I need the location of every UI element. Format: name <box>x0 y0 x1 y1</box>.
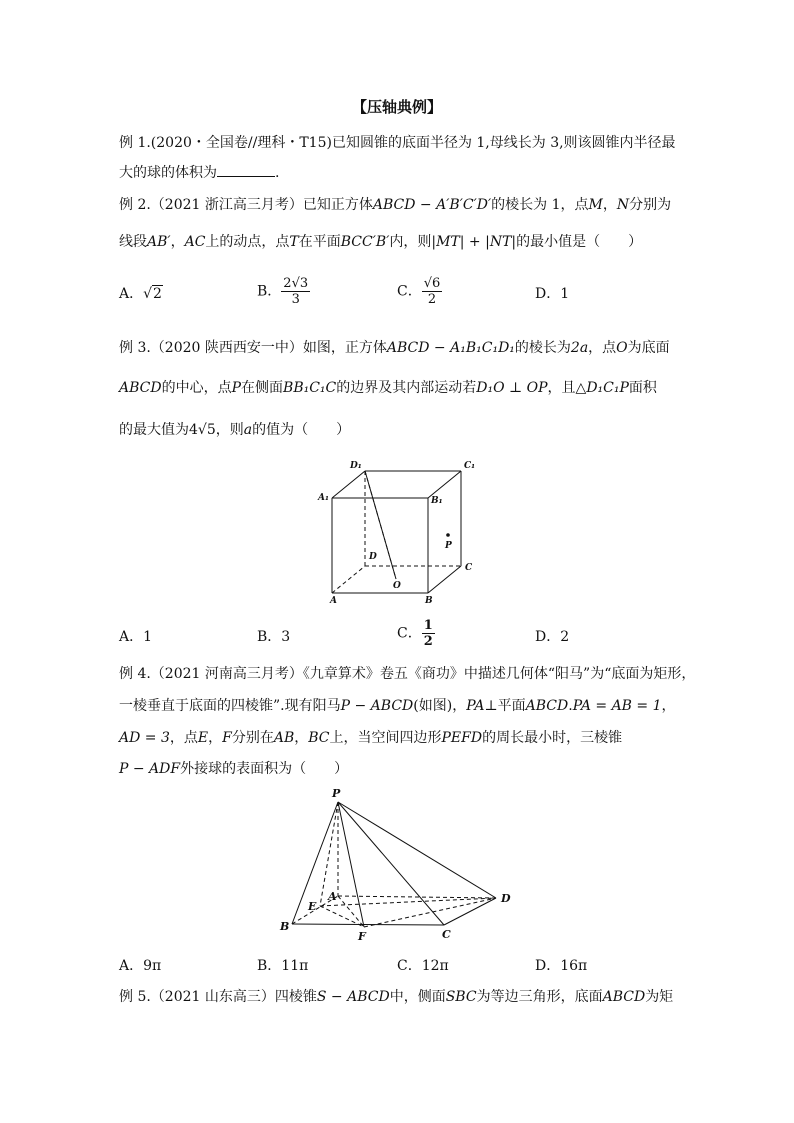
ex5-head: 例 5.（2021 山东高三）四棱锥 <box>119 989 317 1005</box>
ex3-text: 在侧面 <box>241 380 284 396</box>
point-p <box>446 533 450 537</box>
ex3-option-d[interactable] <box>535 628 569 646</box>
option-value: 1 <box>560 286 570 302</box>
denominator: 3 <box>291 292 300 307</box>
label-b: B <box>280 920 290 933</box>
ex2-text: 在平面 <box>298 234 341 250</box>
option-value: 3 <box>281 629 291 645</box>
ex2-text: ， <box>170 234 185 250</box>
label-d: D <box>501 892 511 905</box>
ex4-text: ， <box>661 698 676 714</box>
edge-pf <box>338 802 364 927</box>
ex4-line3 <box>119 729 622 747</box>
ex4-option-c[interactable] <box>397 957 449 975</box>
hidden-ed <box>320 898 496 906</box>
ex3-max: 4√5 <box>189 422 216 438</box>
option-letter: D． <box>535 286 561 302</box>
ex4-ad: AD = 3 <box>119 730 170 746</box>
denominator: 2 <box>427 292 437 307</box>
option-letter: D． <box>535 629 561 645</box>
ex4-text: ，点 <box>169 730 198 746</box>
ex3-line2 <box>119 379 657 397</box>
label-c: C <box>442 928 451 941</box>
edge-pc <box>338 802 444 925</box>
ex4-text: 外接球的表面积为（ ） <box>180 761 349 777</box>
ex3-text: ，且△ <box>547 380 587 396</box>
option-letter: B． <box>257 958 282 974</box>
option-value: 2 <box>153 286 162 302</box>
fraction <box>422 618 435 649</box>
edge-cd <box>444 898 496 925</box>
ex4-text: 上，当空间四边形 <box>329 730 442 746</box>
ex4-base: ABCD <box>525 698 569 714</box>
ex3-text: ，则 <box>215 422 244 438</box>
label-p: P <box>445 541 452 551</box>
hidden-af <box>338 896 364 927</box>
option-letter: C． <box>397 625 422 642</box>
ex4-quad: PEFD <box>441 730 483 746</box>
ex4-text: . <box>568 698 573 714</box>
ex2-head: 例 2.（2021 浙江高三月考）已知正方体 <box>119 197 373 213</box>
ex4-eq: PA = AB = 1 <box>572 698 662 714</box>
ex2-text: 的最小值是（ ） <box>516 234 643 250</box>
ex1-line2: 大的球的体积为 . <box>119 165 280 181</box>
label-a: A <box>330 596 337 606</box>
ex4-option-a[interactable] <box>119 957 161 975</box>
option-letter: A． <box>119 958 144 974</box>
option-value: 9π <box>143 958 162 974</box>
option-letter: B． <box>257 283 282 300</box>
ex2-option-d[interactable] <box>535 285 569 303</box>
edge-bc <box>292 924 444 925</box>
label-c: C <box>465 563 473 573</box>
numerator: 2√3 <box>283 276 309 291</box>
option-value: 2 <box>560 629 570 645</box>
ex2-ab: AB′ <box>147 234 171 250</box>
option-letter: C． <box>397 958 422 974</box>
ex3-len: 2a <box>570 340 589 356</box>
ex4-f: F <box>222 730 232 746</box>
ex2-t: T <box>289 234 299 250</box>
option-letter: B． <box>257 629 282 645</box>
ex4-text: (如图)， <box>413 698 467 714</box>
hidden-ad <box>338 896 496 898</box>
ex3-option-b[interactable] <box>257 628 290 646</box>
ex3-head: 例 3.（2020 陕西西安一中）如图，正方体 <box>119 340 387 356</box>
label-p: P <box>332 787 341 800</box>
ex5-text: 为等边三角形，底面 <box>476 989 603 1005</box>
ex2-cube: ABCD − A′B′C′D′ <box>372 197 492 213</box>
ex4-option-b[interactable] <box>257 957 308 975</box>
ex3-p: P <box>231 380 242 396</box>
option-letter: A． <box>119 286 144 302</box>
ex2-text: 内，则 <box>389 234 432 250</box>
ex5-base: ABCD <box>602 989 646 1005</box>
ex2-expr: |MT| + |NT| <box>431 234 517 250</box>
ex2-option-b[interactable] <box>257 276 310 307</box>
ex3-line1 <box>119 339 670 357</box>
page-title: 【压轴典例】 <box>351 98 442 116</box>
option-value: 12π <box>421 958 449 974</box>
ex5-text: 为矩 <box>645 989 674 1005</box>
ex4-text: ， <box>294 730 309 746</box>
cube-figure <box>310 455 490 610</box>
ex2-option-a[interactable]: A．√2 <box>119 286 162 302</box>
option-letter: C． <box>397 283 422 300</box>
ex3-abcd: ABCD <box>119 380 162 396</box>
option-value: 11π <box>281 958 309 974</box>
option-letter: D． <box>535 958 561 974</box>
numerator: 1 <box>423 618 433 633</box>
ex2-option-c[interactable] <box>397 276 442 307</box>
ex2-line2 <box>119 233 642 251</box>
ex4-text: 分别在 <box>231 730 274 746</box>
ex2-text: 的棱长为 1，点 <box>491 197 589 213</box>
ex3-face: BB₁C₁C <box>283 380 337 396</box>
label-a1: A₁ <box>318 493 329 503</box>
ex4-text: ⊥平面 <box>484 698 526 714</box>
ex3-a: a <box>243 422 253 438</box>
ex3-tri: D₁C₁P <box>586 380 629 396</box>
label-b: B <box>425 596 433 606</box>
ex2-line1 <box>119 196 671 214</box>
option-value: 16π <box>560 958 588 974</box>
label-f: F <box>358 930 366 943</box>
fraction <box>281 276 310 307</box>
pyramid-figure <box>270 782 530 947</box>
option-value: 1 <box>143 629 153 645</box>
ex4-tetra: P − ADF <box>119 761 181 777</box>
ex4-e: E <box>197 730 209 746</box>
ex2-plane: BCC′B′ <box>340 234 390 250</box>
ex3-text: 的棱长为 <box>514 340 571 356</box>
ex5-line1 <box>119 988 673 1006</box>
ex4-line1: 例 4.（2021 河南高三月考）《九章算术》卷五《商功》中描述几何体“阳马”为“底面为矩形， <box>119 666 696 682</box>
edge <box>428 471 461 498</box>
ex2-ac: AC <box>184 234 206 250</box>
label-d: D <box>369 552 377 562</box>
label-b1: B₁ <box>431 496 443 506</box>
ex2-text: 上的动点，点 <box>205 234 290 250</box>
label-d1: D₁ <box>350 461 362 471</box>
ex3-text: 的最大值为 <box>119 422 189 438</box>
option-letter: A． <box>119 629 144 645</box>
ex3-text: 面积 <box>628 380 657 396</box>
ex3-option-a[interactable] <box>119 628 152 646</box>
hidden-edge <box>332 566 365 593</box>
ex4-text: 的周长最小时，三棱锥 <box>482 730 623 746</box>
ex3-text: 为底面 <box>627 340 670 356</box>
ex5-pyr: S − ABCD <box>316 989 390 1005</box>
ex2-comma: ， <box>602 197 617 213</box>
denominator: 2 <box>423 634 433 649</box>
edge <box>428 566 461 593</box>
ex3-text: 的边界及其内部运动若 <box>336 380 477 396</box>
segment-d1o <box>365 471 396 579</box>
ex3-option-c[interactable] <box>397 618 435 649</box>
ex3-text: ，点 <box>588 340 617 356</box>
ex4-ab: AB <box>273 730 295 746</box>
ex4-text: 一棱垂直于底面的四棱锥”.现有阳马 <box>119 698 341 714</box>
numerator: √6 <box>423 276 441 291</box>
ex2-m: M <box>588 197 603 213</box>
ex4-text: ， <box>208 730 223 746</box>
ex2-text: 线段 <box>119 234 147 250</box>
ex4-pa: PA <box>466 698 485 714</box>
label-c1: C₁ <box>464 461 476 471</box>
ex4-option-d[interactable] <box>535 957 587 975</box>
ex1-text: 大的球的体积为 <box>119 165 217 181</box>
ex2-n: N <box>616 197 630 213</box>
label-o: O <box>393 581 401 591</box>
ex4-bc: BC <box>308 730 330 746</box>
ex5-text: 中，侧面 <box>389 989 446 1005</box>
hidden-fd <box>364 898 496 927</box>
ex4-pyr: P − ABCD <box>340 698 414 714</box>
label-e: E <box>308 900 317 913</box>
ex3-o: O <box>616 340 628 356</box>
ex3-text: 的值为（ ） <box>252 422 351 438</box>
ex5-sbc: SBC <box>445 989 477 1005</box>
ex4-line4 <box>119 760 348 778</box>
label-a: A <box>328 890 337 903</box>
ex3-cube: ABCD − A₁B₁C₁D₁ <box>386 340 515 356</box>
ex3-text: 的中心，点 <box>161 380 232 396</box>
fraction <box>422 276 443 307</box>
edge <box>332 471 365 498</box>
ex4-line2 <box>119 697 676 715</box>
edge-pd <box>338 802 496 898</box>
answer-blank <box>217 164 275 177</box>
ex1-line1: 例 1.(2020・全国卷//理科・T15)已知圆锥的底面半径为 1,母线长为 3,则该圆锥内半径最 <box>119 135 676 151</box>
ex3-line3 <box>119 421 350 439</box>
ex3-perp: D₁O ⊥ OP <box>476 380 548 396</box>
ex2-text: 分别为 <box>629 197 672 213</box>
